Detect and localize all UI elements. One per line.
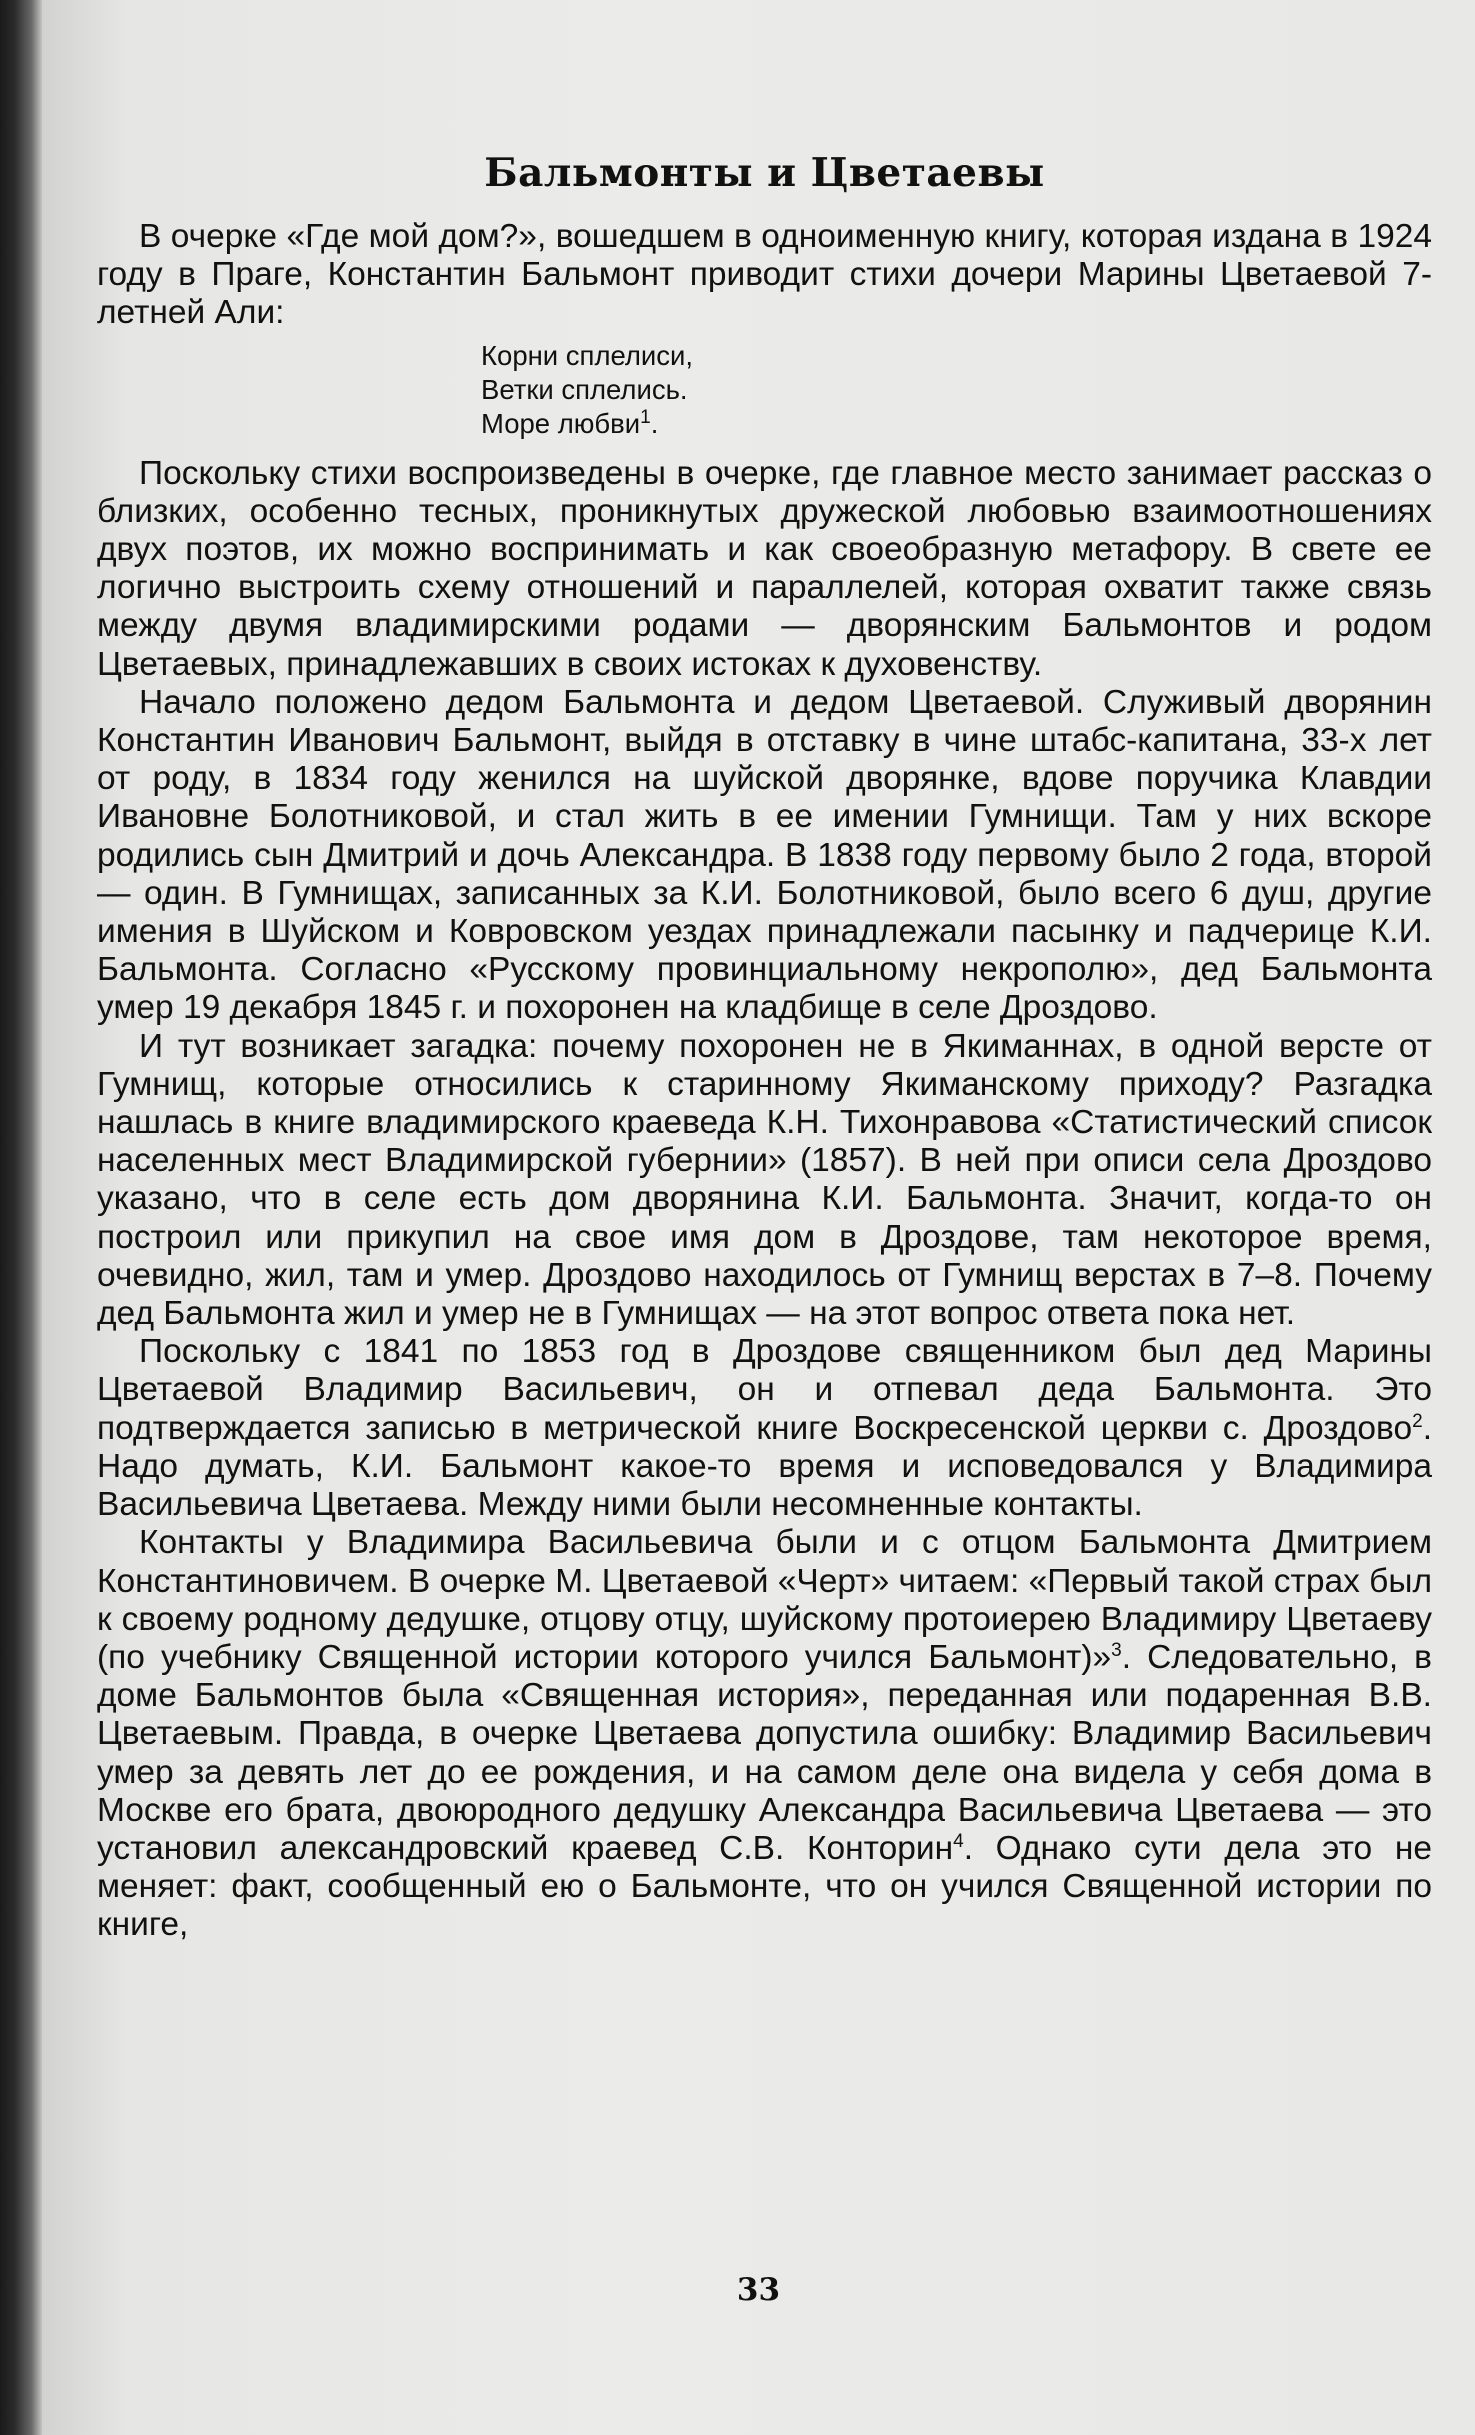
footnote-ref-2: 2 [1412,1410,1423,1432]
chapter-heading: Бальмонты и Цветаевы [484,150,1045,196]
verse-line-1: Корни сплелиси, [481,339,694,371]
footnote-ref-1: 1 [640,406,651,428]
verse-line-3-tail: . [650,407,659,439]
verse-line-3 [481,407,1432,441]
paragraph-2 [97,455,1432,684]
page-content [97,150,1432,1945]
paragraph-4 [97,1028,1432,1334]
paragraph-5-text: Поскольку с 1841 по 1853 год в Дроздове священником был дед Марины Цветаевой Владимир Васильевич, он и отпевал деда Бальмонта. Это подтверждается записью в метрической книге Воскресенской церкви с. Дроздово [97,1333,1432,1447]
paragraph-6-text: Контакты у Владимира Васильевича были и с отцом Бальмонта Дмитрием Константиновичем. В очерке М. Цветаевой «Черт» читаем: «Первый такой страх был к своему родному дедушке, отцову отцу, шуйскому протоиерею Владимиру Цветаеву (по учебнику Священной истории которого учился Бальмонт)» [97,1524,1432,1676]
verse-line-2: Ветки сплелись. [481,373,688,405]
paragraph-1 [97,218,1432,333]
paragraph-4-text: И тут возникает загадка: почему похоронен не в Якиманнах, в одной версте от Гумнищ, которые относились к старинному Якиманскому приходу? Разгадка нашлась в книге владимирского краеведа К.Н. Тихонравова «Статистический список населенных мест Владимирской губернии» (1857). В ней при описи села Дроздово указано, что в селе есть дом дворянина К.И. Бальмонта. Значит, когда-то он построил или прикупил на свое имя дом в Дроздове, там некоторое время, очевидно, жил, там и умер. Дроздово находилось от Гумнищ верстах в 7–8. Почему дед Бальмонта жил и умер не в Гумнищах — на этот вопрос ответа пока нет. [97,1027,1432,1333]
scan-book-edge [0,0,42,2435]
paragraph-3 [97,684,1432,1028]
paragraph-3-text: Начало положено дедом Бальмонта и дедом Цветаевой. Служивый дворянин Константин Иванович Бальмонт, выйдя в отставку в чине штабс-капитана, 33-х лет от роду, в 1834 году женился на шуйской дворянке, вдове поручика Клавдии Ивановне Болотниковой, и стал жить в ее имении Гумнищи. Там у них вскоре родились сын Дмитрий и дочь Александра. В 1838 году первому было 2 года, второй — один. В Гумнищах, записанных за К.И. Болотниковой, было всего 6 душ, другие имения в Шуйском и Ковровском уездах принадлежали пасынку и падчерице К.И. Бальмонта. Согласно «Русскому провинциальному некрополю», дед Бальмонта умер 19 декабря 1845 г. и похоронен на кладбище в селе Дроздово. [97,683,1432,1027]
verse-line-3-text: Море любви [481,407,641,439]
footnote-ref-4: 4 [953,1830,964,1852]
footnote-ref-3: 3 [1111,1639,1122,1661]
page-number: 33 [736,2272,781,2308]
paragraph-1-text: В очерке «Где мой дом?», вошедшем в одноименную книгу, которая издана в 1924 году в Праге, Константин Бальмонт приводит стихи дочери Марины Цветаевой 7-летней Али: [97,218,1432,332]
paragraph-6-tail-2: . Однако сути дела это не меняет: факт, сообщенный ею о Бальмонте, что он учился Священной истории по книге, [97,1829,1432,1944]
book-page [42,0,1475,2435]
paragraph-2-text: Поскольку стихи воспроизведены в очерке, где главное место занимает рассказ о близких, особенно тесных, проникнутых дружеской любовью взаимоотношениях двух поэтов, их можно воспринимать и как своеобразную метафору. В свете ее логично выстроить схему отношений и параллелей, которая охватит также связь между двумя владимирскими родами — дворянским Бальмонтов и родом Цветаевых, принадлежавших в своих истоках к духовенству. [97,454,1432,683]
paragraph-6 [97,1524,1432,1944]
paragraph-5 [97,1333,1432,1524]
paragraph-5-tail: . Надо думать, К.И. Бальмонт какое-то время и исповедовался у Владимира Васильевича Цветаева. Между ними были несомненные контакты. [97,1409,1432,1524]
verse-block [481,339,1432,441]
paragraph-6-tail: . Следовательно, в доме Бальмонтов была «Священная история», переданная или подаренная В.В. Цветаевым. Правда, в очерке Цветаева допустила ошибку: Владимир Васильевич умер за девять лет до ее рождения, и на самом деле она видела у себя дома в Москве его брата, двоюродного дедушку Александра Васильевича Цветаева — это установил александровский краевед С.В. Конторин [97,1638,1432,1867]
